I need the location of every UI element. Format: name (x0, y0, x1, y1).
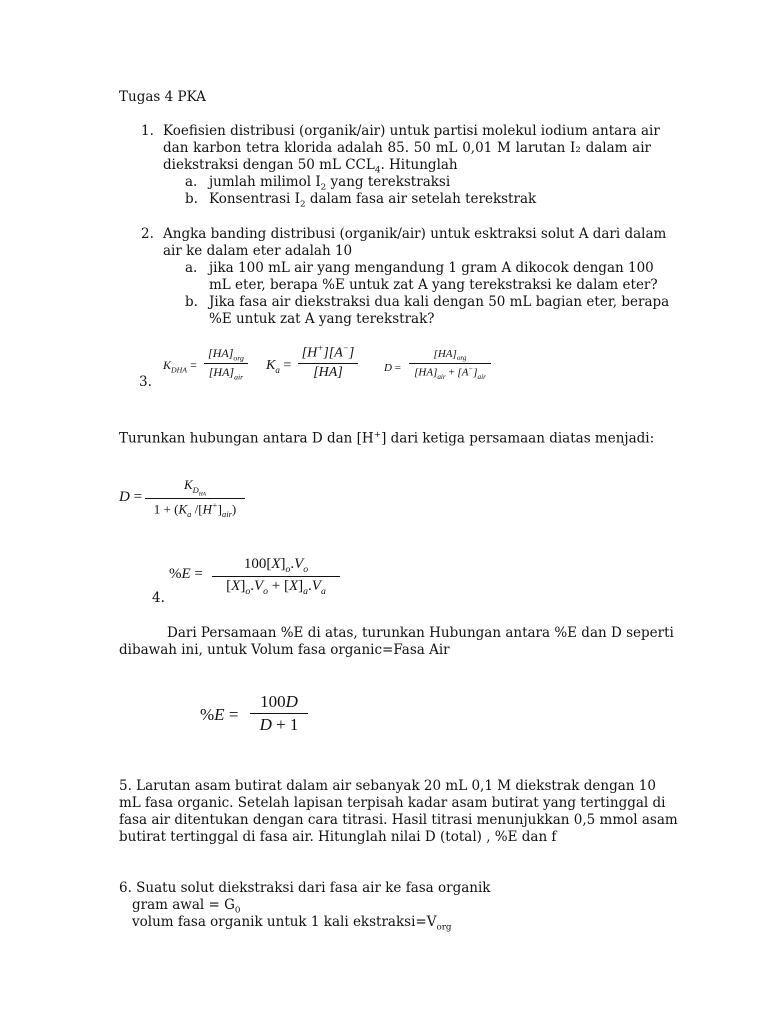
q5-line-4: butirat tertinggal di fasa air. Hitunglah nilai D (total) , %E dan f (119, 829, 557, 845)
q4-text-line-1: Dari Persamaan %E di atas, turunkan Hubungan antara %E dan D seperti (167, 625, 674, 641)
q4-text-line-2: dibawah ini, untuk Volum fasa organic=Fasa Air (119, 642, 450, 658)
eq-pe-d-denominator: D + 1 (259, 715, 299, 734)
eq-d-result-denominator: $1 + (K_a$ $/[H^+]_{air}$) (153, 500, 237, 520)
eq-d-denominator: $[HA]_{air} + [A^-]_{air}$ (414, 365, 486, 382)
eq-d-result-lhs: D = (119, 489, 143, 505)
q1-b-text: Konsentrasi $I_2$ dalam fasa air setelah terekstrak (209, 191, 537, 210)
q6-line-3: volum fasa organik untuk 1 kali $ekstraksi=V_{org}$ (132, 914, 452, 933)
derive-instruction: Turunkan hubungan antara D dan [H+] dari ketiga persamaan diatas menjadi: (119, 430, 655, 447)
q2-line-2: air ke dalam eter adalah 10 (163, 243, 353, 259)
eq-d-fraction (409, 348, 491, 381)
q2-a-marker: a. (185, 260, 198, 276)
eq-pe-denominator: $[X]_o.V_o + [X]_a.V_a$ (226, 578, 326, 597)
eq-ka-fraction (298, 343, 358, 381)
eq-pe-lhs: %E = (169, 566, 203, 582)
q2-b-line-2: %E untuk zat A yang terekstrak? (209, 311, 435, 327)
q1-number: 1. (141, 123, 154, 139)
document-title: Tugas 4 PKA (119, 89, 206, 105)
eq-kd-denominator: $[HA]_{air}$ (208, 365, 244, 382)
eq-ka-lhs: $K_a$ = (266, 358, 292, 375)
eq-pe-d-lhs: %E = (200, 705, 239, 724)
q1-line-1: Koefisien distribusi (organik/air) untuk partisi molekul iodium antara air (163, 123, 660, 139)
q3-number: 3. (139, 374, 152, 390)
q5-line-2: mL fasa organic. Setelah lapisan terpisah kadar asam butirat yang tertinggal di (119, 795, 666, 811)
eq-pe-numerator: $100[X]_o.V_o$ (243, 556, 309, 575)
q5-line-3: fasa air ditentukan dengan cara titrasi. Hasil titrasi menunjukkan 0,5 mmol asam (119, 812, 678, 828)
q2-a-line-2: mL eter, berapa %E untuk zat A yang terekstraksi ke dalam eter? (209, 277, 658, 293)
q2-a-line-1: jika 100 mL air yang mengandung 1 gram A dikocok dengan 100 (209, 260, 654, 276)
eq-ka-denominator: [HA] (313, 364, 343, 380)
q5-line-1: 5. Larutan asam butirat dalam air sebanyak 20 mL 0,1 M diekstrak dengan 10 (119, 778, 656, 794)
q6-line-1: 6. Suatu solut diekstraksi dari fasa air ke fasa organik (119, 880, 491, 896)
q1-line-2: dan karbon tetra klorida adalah 85. 50 mL 0,01 M larutan I₂ dalam air (163, 140, 652, 156)
eq-kd-fraction (204, 346, 248, 382)
eq-d-result-numerator: $K_{D_{HA}}$ (183, 477, 207, 498)
eq-d-numerator: $[HA]_{org}$ (433, 348, 467, 363)
q4-number: 4. (152, 590, 165, 606)
eq-d-lhs: D = (384, 362, 401, 374)
q1-b-marker: b. (185, 191, 198, 207)
q2-number: 2. (141, 226, 154, 242)
q6-line-2: gram awal = $G_0$ (132, 897, 241, 916)
eq-pe-d-numerator: 100D (260, 692, 298, 711)
q1-line-3: diekstraksi dengan 50 mL $CCL_4$. Hitunglah (163, 157, 458, 176)
eq-ka-numerator: [H+][A−] (301, 343, 355, 361)
eq-pe-fraction (212, 556, 340, 597)
q1-a-text: jumlah milimol $I_2$ yang terekstraksi (209, 174, 451, 193)
q2-b-marker: b. (185, 294, 198, 310)
eq-kd-numerator: $[HA]_{org}$ (208, 346, 244, 363)
eq-kd-lhs: $K_{DHA}$ = (163, 358, 197, 375)
q1-a-marker: a. (185, 174, 198, 190)
q2-b-line-1: Jika fasa air diekstraksi dua kali dengan 50 mL bagian eter, berapa (209, 294, 670, 310)
eq-d-result-fraction (145, 477, 245, 519)
q2-line-1: Angka banding distribusi (organik/air) untuk esktraksi solut A dari dalam (163, 226, 667, 242)
eq-pe-d-fraction (250, 692, 308, 735)
